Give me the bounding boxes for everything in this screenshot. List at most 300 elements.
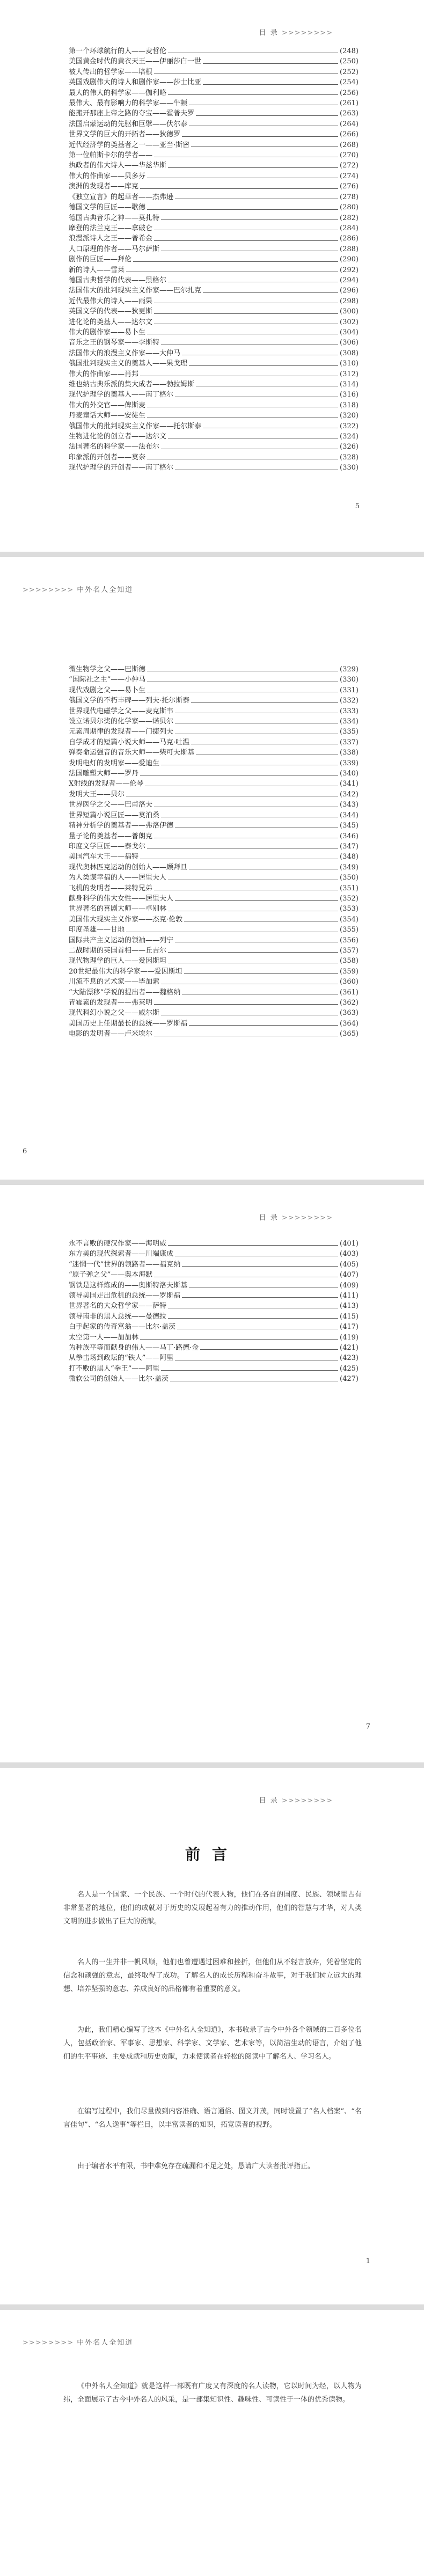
toc-entry-page: (280) — [340, 203, 359, 212]
toc-leader-line — [154, 306, 338, 313]
toc-entry-page: (346) — [340, 832, 359, 840]
toc-entry[interactable] — [69, 463, 359, 473]
toc-leader-line — [147, 327, 338, 334]
toc-entry[interactable] — [69, 946, 359, 956]
toc-list — [69, 46, 359, 473]
toc-entry-title: 摩登的法兰克王——拿破仑 — [69, 224, 153, 232]
toc-leader-line — [147, 685, 338, 692]
toc-entry-title: 进化论的奠基人——达尔文 — [69, 318, 153, 326]
toc-leader-line — [191, 737, 338, 744]
toc-leader-line — [126, 265, 338, 272]
toc-entry[interactable] — [69, 254, 359, 265]
toc-entry-page: (349) — [340, 863, 359, 872]
toc-entry[interactable] — [69, 265, 359, 275]
toc-entry[interactable] — [69, 1239, 359, 1249]
toc-entry-title: 法国伟大的浪漫主义作家——大仲马 — [69, 349, 181, 357]
toc-entry-title: 近代最伟大的诗人——雨果 — [69, 297, 153, 305]
toc-entry[interactable] — [69, 181, 359, 192]
toc-entry[interactable] — [69, 1291, 359, 1301]
toc-entry-title: 现代科幻小说之父——威尔斯 — [69, 1009, 160, 1018]
toc-leader-line — [147, 411, 338, 418]
toc-leader-line — [168, 1312, 338, 1319]
toc-entry[interactable] — [69, 789, 359, 800]
toc-entry-title: X射线的发现者——伦琴 — [69, 780, 144, 788]
toc-leader-line — [175, 192, 338, 199]
toc-entry-page: (290) — [340, 255, 359, 264]
toc-leader-line — [126, 925, 338, 932]
toc-entry[interactable] — [69, 88, 359, 98]
toc-entry-page: (268) — [340, 141, 359, 149]
toc-entry-page: (329) — [340, 665, 359, 674]
preface-paragraph: 为此，我们精心编写了这本《中外名人全知道》，本书收录了古今中外各个领域的二百多位名人，包括政治家、军事家、思想家、科学家、文学家、艺术家等，以简洁生动的语言，介绍了他们的生平事迹、主要成就和历史贡献，力求使读者在轻松的阅读中了解名人、学习名人。 — [63, 2026, 362, 2061]
page-number: 7 — [365, 1723, 370, 1731]
toc-leader-line — [161, 1008, 338, 1015]
toc-entry[interactable] — [69, 140, 359, 150]
toc-entry-page: (276) — [340, 182, 359, 191]
toc-entry[interactable] — [69, 956, 359, 966]
toc-entry[interactable] — [69, 727, 359, 737]
toc-entry-title: 伟大的剧作家——易卜生 — [69, 328, 146, 336]
toc-entry-title: 英国戏剧伟大的诗人和剧作家——莎士比亚 — [69, 78, 202, 87]
toc-entry[interactable] — [69, 202, 359, 213]
toc-entry-page: (358) — [340, 957, 359, 965]
toc-entry-page: (274) — [340, 172, 359, 180]
toc-leader-line — [147, 202, 338, 209]
toc-entry-title: 发明电灯的发明家——爱迪生 — [69, 759, 160, 767]
toc-entry[interactable] — [69, 192, 359, 202]
toc-entry[interactable] — [69, 810, 359, 821]
toc-entry[interactable] — [69, 675, 359, 685]
toc-entry[interactable] — [69, 1019, 359, 1029]
toc-entry-page: (322) — [340, 422, 359, 430]
toc-entry-title: 最伟大、最有影响力的科学家——牛顿 — [69, 99, 188, 108]
toc-entry-page: (425) — [340, 1364, 359, 1373]
toc-entry[interactable] — [69, 223, 359, 233]
toc-entry-page: (340) — [340, 770, 359, 778]
toc-entry-title: 微生物学之父——巴斯德 — [69, 665, 146, 674]
toc-entry-page: (401) — [340, 1240, 359, 1248]
toc-entry-page: (304) — [340, 328, 359, 336]
toc-entry-page: (312) — [340, 370, 359, 378]
toc-entry[interactable] — [69, 1008, 359, 1018]
toc-entry-title: 维也纳古典乐派的集大成者——勃拉姆斯 — [69, 380, 195, 389]
toc-entry[interactable] — [69, 1343, 359, 1353]
toc-leader-line — [189, 119, 338, 126]
toc-leader-line — [175, 706, 338, 713]
toc-entry[interactable] — [69, 56, 359, 67]
toc-entry[interactable] — [69, 327, 359, 338]
toc-entry-page: (352) — [340, 894, 359, 903]
toc-entry-title: 太空第一人——加加林 — [69, 1333, 139, 1342]
toc-entry-page: (294) — [340, 276, 359, 284]
toc-entry[interactable] — [69, 442, 359, 452]
toc-entry[interactable] — [69, 213, 359, 223]
header-arrows: >>>>>>>> — [281, 1214, 333, 1222]
toc-entry-title: 钢铁是这样炼成的——奥斯特洛夫斯基 — [69, 1281, 188, 1290]
toc-entry-title: 为种族平等而献身的伟人——马丁·路德·金 — [69, 1344, 199, 1352]
toc-entry-page: (296) — [340, 287, 359, 295]
toc-entry-page: (337) — [340, 738, 359, 747]
toc-entry-page: (364) — [340, 1019, 359, 1028]
toc-entry[interactable] — [69, 821, 359, 831]
toc-entry[interactable] — [69, 914, 359, 925]
toc-leader-line — [133, 254, 338, 261]
toc-entry-page: (409) — [340, 1281, 359, 1290]
toc-entry-page: (345) — [340, 822, 359, 830]
toc-entry-title: 献身科学的伟大女性——居里夫人 — [69, 894, 174, 903]
toc-leader-line — [203, 77, 338, 84]
toc-entry-title: 执政者的伟大诗人——华兹华斯 — [69, 162, 167, 170]
toc-entry-title: 剧作的巨匠——拜伦 — [69, 255, 132, 264]
toc-entry-page: (330) — [340, 676, 359, 684]
toc-leader-line — [189, 98, 338, 105]
toc-entry-title: 生物进化论的创立者——达尔文 — [69, 433, 167, 441]
section-label: 目 录 — [259, 1797, 279, 1805]
toc-entry[interactable] — [69, 348, 359, 358]
toc-entry-page: (278) — [340, 193, 359, 201]
running-header — [259, 1212, 333, 1222]
toc-entry[interactable] — [69, 706, 359, 716]
toc-leader-line — [147, 675, 338, 682]
toc-entry-page: (334) — [340, 718, 359, 726]
toc-entry[interactable] — [69, 358, 359, 369]
toc-entry-title: 法国伟大的批判现实主义作家——巴尔扎克 — [69, 287, 202, 295]
toc-entry-title: 现代物理学的巨人——爱因斯坦 — [69, 957, 167, 965]
toc-entry[interactable] — [69, 160, 359, 171]
toc-entry-page: (350) — [340, 874, 359, 882]
toc-entry[interactable] — [69, 977, 359, 987]
toc-leader-line — [154, 317, 338, 324]
toc-leader-line — [140, 1333, 338, 1340]
toc-entry-page: (419) — [340, 1333, 359, 1342]
toc-entry-title: 近代经济学的奠基者之一——亚当·斯密 — [69, 141, 190, 149]
toc-entry[interactable] — [69, 748, 359, 758]
toc-entry[interactable] — [69, 390, 359, 400]
toc-leader-line — [203, 421, 338, 428]
toc-entry[interactable] — [69, 411, 359, 421]
toc-entry-title: 世界现代电磁学之父——麦克斯韦 — [69, 707, 174, 715]
toc-entry[interactable] — [69, 1280, 359, 1291]
toc-entry-page: (415) — [340, 1312, 359, 1321]
toc-entry-page: (360) — [340, 978, 359, 986]
toc-entry-title: 德国古典音乐之神——莫扎特 — [69, 214, 160, 222]
toc-leader-line — [189, 862, 338, 869]
toc-entry-page: (298) — [340, 297, 359, 305]
toc-entry-title: 能搬开那座上帝之路的夺宝——霍普夫罗 — [69, 109, 195, 118]
book-title: 中外名人全知道 — [77, 2339, 134, 2347]
toc-entry-title: 现代奥林匹克运动的创始人——顾拜旦 — [69, 863, 188, 872]
toc-entry[interactable] — [69, 831, 359, 841]
toc-leader-line — [154, 1029, 338, 1036]
toc-entry-title: 伟大的作曲家——肖邦 — [69, 370, 139, 378]
toc-entry-page: (282) — [340, 214, 359, 222]
toc-entry-page: (363) — [340, 1009, 359, 1018]
toc-entry-page: (427) — [340, 1375, 359, 1384]
toc-entry-title: 美国汽车大王——福特 — [69, 853, 139, 861]
toc-entry-title: 美国黄金时代的黄衣天王——伊丽莎白一世 — [69, 57, 202, 66]
toc-entry[interactable] — [69, 98, 359, 108]
toc-leader-line — [147, 400, 338, 407]
toc-entry-page: (254) — [340, 78, 359, 87]
toc-entry[interactable] — [69, 1364, 359, 1374]
toc-entry-page: (361) — [340, 988, 359, 997]
toc-entry-page: (365) — [340, 1030, 359, 1038]
toc-entry-page: (338) — [340, 749, 359, 757]
toc-leader-line — [196, 108, 338, 115]
toc-entry-title: 电影的发明者——卢米埃尔 — [69, 1030, 153, 1038]
toc-leader-line — [161, 758, 338, 765]
foreword-paragraph: 《中外名人全知道》就是这样一部既有广度又有深度的名人读物，它以时间为经，以人物为纬，全面展示了古今中外名人的风采，是一部集知识性、趣味性、可读性于一体的优秀读物。 — [63, 2382, 362, 2404]
toc-entry-title: 飞机的发明者——莱特兄弟 — [69, 884, 153, 892]
toc-entry-page: (413) — [340, 1302, 359, 1311]
foreword-continued-page — [0, 2310, 424, 2576]
toc-entry-page: (308) — [340, 349, 359, 357]
toc-entry-title: 二战时期的英国首相——丘吉尔 — [69, 946, 167, 955]
toc-entry[interactable] — [69, 77, 359, 87]
toc-entry[interactable] — [69, 296, 359, 306]
running-header — [23, 2337, 133, 2347]
toc-leader-line — [147, 664, 338, 671]
toc-entry-title: 丹麦童话大师——安徒生 — [69, 412, 146, 420]
toc-entry[interactable] — [69, 935, 359, 946]
toc-entry-title: 第一位帕斯卡尔的学者—— — [69, 151, 153, 160]
toc-leader-line — [168, 160, 338, 167]
toc-entry-page: (286) — [340, 235, 359, 243]
toc-entry[interactable] — [69, 841, 359, 852]
toc-entry-title: 量子论的奠基者——普朗克 — [69, 832, 153, 840]
toc-entry-title: 法国启蒙运动的先驱和巨擘——伏尔泰 — [69, 120, 188, 128]
toc-entry[interactable] — [69, 758, 359, 769]
toc-entry[interactable] — [69, 883, 359, 894]
toc-leader-line — [175, 821, 338, 828]
toc-leader-line — [168, 46, 338, 53]
toc-entry-page: (357) — [340, 946, 359, 955]
toc-entry[interactable] — [69, 716, 359, 727]
toc-leader-line — [147, 841, 338, 848]
page-number: 1 — [365, 2257, 370, 2265]
toc-entry[interactable] — [69, 421, 359, 431]
toc-leader-line — [196, 379, 338, 386]
toc-entry[interactable] — [69, 244, 359, 254]
toc-leader-line — [168, 946, 338, 953]
toc-leader-line — [200, 1343, 338, 1350]
toc-entry-page: (250) — [340, 57, 359, 66]
toc-entry[interactable] — [69, 998, 359, 1008]
toc-entry-title: 世界著名的喜剧大师——卓别林 — [69, 905, 167, 913]
toc-entry-title: 《独立宣言》的起草者——杰弗逊 — [69, 193, 174, 201]
toc-entry[interactable] — [69, 150, 359, 160]
toc-entry[interactable] — [69, 904, 359, 914]
toc-leader-line — [161, 244, 338, 251]
toc-entry[interactable] — [69, 1249, 359, 1259]
toc-entry-page: (256) — [340, 89, 359, 97]
toc-entry-page: (347) — [340, 842, 359, 851]
toc-entry[interactable] — [69, 894, 359, 904]
toc-entry-page: (359) — [340, 967, 359, 976]
toc-leader-line — [161, 810, 338, 817]
toc-entry-page: (284) — [340, 224, 359, 232]
toc-entry[interactable] — [69, 737, 359, 748]
toc-entry-page: (261) — [340, 99, 359, 108]
toc-leader-line — [126, 789, 338, 796]
toc-entry[interactable] — [69, 987, 359, 998]
toc-entry[interactable] — [69, 286, 359, 296]
toc-list — [69, 664, 359, 1040]
toc-leader-line — [182, 1291, 338, 1298]
toc-entry-title: 永不言败的硬汉作家——海明威 — [69, 1240, 167, 1248]
toc-entry[interactable] — [69, 1374, 359, 1384]
toc-entry-title: 发明大王——贝尔 — [69, 790, 125, 799]
toc-entry-title: 微软公司的创始人——比尔·盖茨 — [69, 1375, 169, 1384]
toc-entry-page: (306) — [340, 339, 359, 347]
toc-entry[interactable] — [69, 379, 359, 390]
toc-entry[interactable] — [69, 1353, 359, 1363]
toc-entry[interactable] — [69, 1322, 359, 1332]
toc-entry-page: (342) — [340, 790, 359, 799]
toc-leader-line — [184, 914, 338, 921]
toc-leader-line — [182, 348, 338, 355]
preface-paragraph: 名人的一生并非一帆风顺，他们也曾遭遇过困难和挫折，但他们从不轻言放弃，凭着坚定的信念和顽强的意志，最终取得了成功。了解名人的成长历程和奋斗故事，对于我们树立远大的理想、培养坚强的意志、养成良好的品格都有着重要的意义。 — [63, 1958, 362, 1993]
toc-leader-line — [182, 987, 338, 994]
header-arrows: >>>>>>>> — [23, 2339, 74, 2347]
toc-entry[interactable] — [69, 317, 359, 327]
toc-entry-title: 领导南非的黑人总统——曼德拉 — [69, 1312, 167, 1321]
toc-entry-title: 自学成才的短篇小说大师——马克·吐温 — [69, 738, 190, 747]
toc-entry-title: 伟大的外交官——俾斯麦 — [69, 401, 146, 409]
toc-entry[interactable] — [69, 696, 359, 706]
toc-entry-title: 东方美的现代探索者——川端康成 — [69, 1250, 174, 1258]
toc-entry-title: 20世纪最伟大的科学家——爱因斯坦 — [69, 967, 182, 976]
toc-entry[interactable] — [69, 685, 359, 696]
toc-leader-line — [168, 275, 338, 282]
toc-leader-line — [182, 129, 338, 136]
toc-leader-line — [147, 171, 338, 178]
toc-leader-line — [154, 800, 338, 807]
toc-entry-page: (405) — [340, 1260, 359, 1269]
toc-entry[interactable] — [69, 1029, 359, 1039]
toc-entry[interactable] — [69, 967, 359, 977]
toc-entry-page: (421) — [340, 1344, 359, 1352]
toc-entry-title: 现代戏剧之父——易卜生 — [69, 686, 146, 694]
section-label: 目 录 — [259, 1214, 279, 1222]
toc-entry[interactable] — [69, 1301, 359, 1311]
toc-entry-page: (272) — [340, 162, 359, 170]
toc-entry[interactable] — [69, 1270, 359, 1280]
toc-entry-title: 音乐之王的钢琴家——李斯特 — [69, 339, 160, 347]
toc-leader-line — [182, 1260, 338, 1267]
toc-entry-title: 世界著名的大众哲学家——萨特 — [69, 1302, 167, 1311]
toc-leader-line — [147, 452, 338, 459]
toc-entry-page: (324) — [340, 433, 359, 441]
toc-entry-page: (417) — [340, 1323, 359, 1331]
toc-entry[interactable] — [69, 431, 359, 442]
toc-entry[interactable] — [69, 769, 359, 779]
toc-leader-line — [175, 727, 338, 734]
toc-leader-line — [175, 463, 338, 470]
toc-entry[interactable] — [69, 129, 359, 140]
toc-entry[interactable] — [69, 369, 359, 379]
toc-entry-page: (407) — [340, 1271, 359, 1279]
toc-entry[interactable] — [69, 119, 359, 129]
toc-entry[interactable] — [69, 171, 359, 181]
toc-entry[interactable] — [69, 852, 359, 862]
toc-entry-page: (353) — [340, 905, 359, 913]
toc-leader-line — [154, 233, 338, 240]
toc-entry-title: 印度文学巨匠——泰戈尔 — [69, 842, 146, 851]
preface-title: 前言 — [185, 1846, 239, 1863]
toc-entry[interactable] — [69, 67, 359, 77]
toc-leader-line — [168, 1239, 338, 1246]
toc-entry-title: 弹奏命运强音的音乐大师——柴可夫斯基 — [69, 749, 195, 757]
toc-entry-title: 白手起家的传奇富翁——比尔·盖茨 — [69, 1323, 176, 1331]
toc-entry-title: 美国历史上任期最长的总统——罗斯福 — [69, 1019, 188, 1028]
toc-entry-page: (362) — [340, 999, 359, 1007]
toc-entry[interactable] — [69, 664, 359, 675]
toc-entry-title: 为人类谋幸福的人——居里夫人 — [69, 874, 167, 882]
toc-entry-page: (263) — [340, 109, 359, 118]
toc-entry[interactable] — [69, 233, 359, 244]
toc-leader-line — [168, 88, 338, 95]
toc-entry-page: (331) — [340, 686, 359, 694]
toc-entry[interactable] — [69, 1312, 359, 1322]
toc-leader-line — [154, 223, 338, 230]
toc-entry[interactable] — [69, 862, 359, 873]
toc-entry[interactable] — [69, 108, 359, 119]
toc-entry[interactable] — [69, 873, 359, 883]
toc-entry-page: (270) — [340, 151, 359, 160]
toc-leader-line — [154, 1270, 338, 1277]
toc-entry-page: (355) — [340, 926, 359, 934]
toc-leader-line — [145, 779, 338, 786]
toc-entry[interactable] — [69, 925, 359, 935]
toc-entry-title: “国际社之主”——小仲马 — [69, 676, 146, 684]
toc-leader-line — [203, 56, 338, 63]
toc-entry[interactable] — [69, 400, 359, 411]
toc-entry[interactable] — [69, 452, 359, 463]
toc-entry[interactable] — [69, 275, 359, 286]
toc-entry[interactable] — [69, 779, 359, 789]
toc-leader-line — [175, 1353, 338, 1360]
toc-entry-title: 国际共产主义运动的领袖——列宁 — [69, 936, 174, 945]
toc-entry-page: (320) — [340, 412, 359, 420]
toc-entry[interactable] — [69, 338, 359, 348]
toc-entry[interactable] — [69, 1260, 359, 1270]
toc-entry[interactable] — [69, 1333, 359, 1343]
toc-leader-line — [191, 140, 338, 147]
toc-entry-title: 世界文学的巨大的开拓者——狄德罗 — [69, 130, 181, 139]
toc-entry[interactable] — [69, 800, 359, 810]
page-number: 5 — [355, 502, 360, 510]
toc-entry[interactable] — [69, 306, 359, 317]
toc-entry-title: 打不败的黑人“拳王”——阿里 — [69, 1364, 160, 1373]
toc-entry-title: 俄国文学的不朽丰碑——列夫·托尔斯泰 — [69, 697, 190, 705]
toc-entry-title: 人口原理的作者——马尔萨斯 — [69, 245, 160, 253]
toc-entry-title: 德国古典哲学的代表——黑格尔 — [69, 276, 167, 284]
toc-leader-line — [154, 998, 338, 1005]
toc-entry-title: 俄国伟大的批判现实主义作家——托尔斯泰 — [69, 422, 202, 430]
running-header — [259, 27, 333, 37]
toc-leader-line — [175, 390, 338, 397]
toc-entry-page: (266) — [340, 130, 359, 139]
toc-entry-title: 领导美国走出危机的总统——罗斯福 — [69, 1292, 181, 1300]
toc-entry[interactable] — [69, 46, 359, 56]
toc-leader-line — [189, 358, 338, 365]
toc-leader-line — [175, 894, 338, 901]
toc-entry-page: (333) — [340, 707, 359, 715]
toc-entry-title: 澳洲的发现者——库克 — [69, 182, 139, 191]
toc-entry-page: (351) — [340, 884, 359, 892]
toc-entry-page: (339) — [340, 759, 359, 767]
